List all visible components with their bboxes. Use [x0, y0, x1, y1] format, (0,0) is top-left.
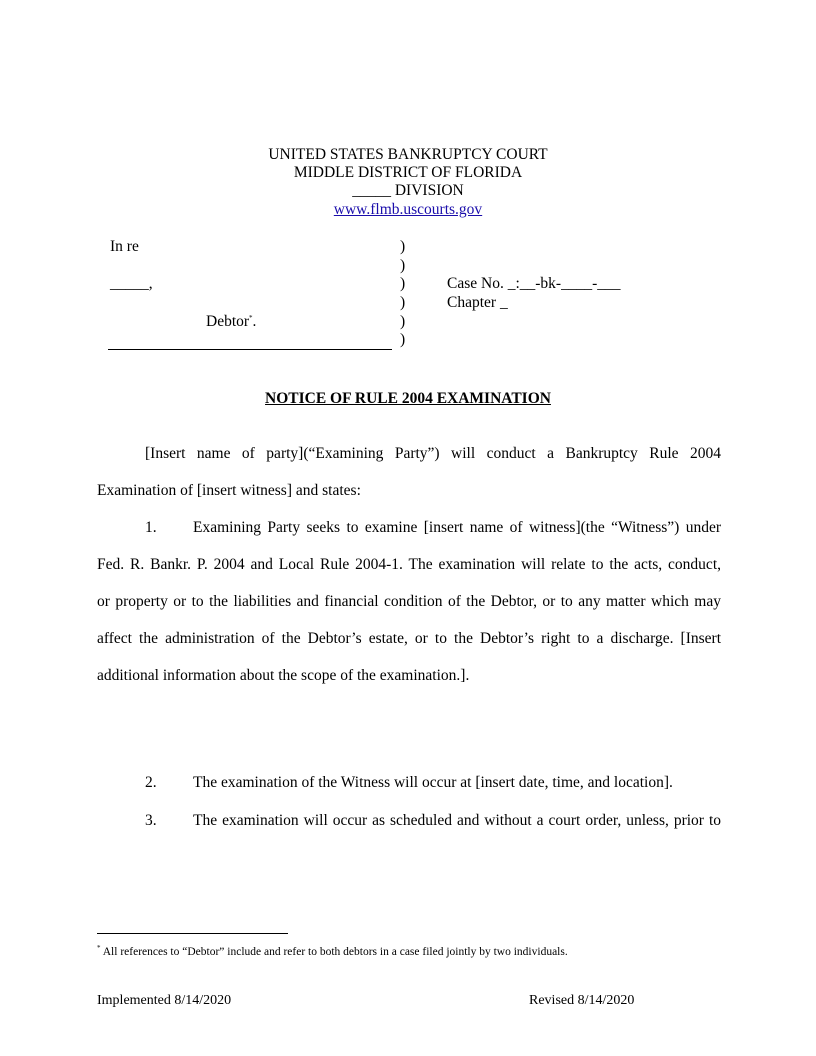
- item-line: The examination will occur as scheduled and without a court order, unless, prior to: [193, 812, 721, 829]
- item-line: Fed. R. Bankr. P. 2004 and Local Rule 2004-1. The examination will relate to the acts, conduct,: [97, 556, 721, 573]
- district-name: MIDDLE DISTRICT OF FLORIDA: [293, 164, 523, 181]
- item-number: 3.: [145, 812, 157, 829]
- footnote-marker: *: [97, 944, 101, 953]
- debtor-label-period: .: [252, 313, 257, 330]
- item-line: Examining Party seeks to examine [insert name of witness](the “Witness”) under: [193, 519, 721, 536]
- intro-line: Examination of [insert witness] and states:: [97, 482, 361, 499]
- item-number: 2.: [145, 774, 157, 791]
- in-re-label: In re: [110, 238, 139, 255]
- caption-paren: ): [400, 313, 406, 330]
- footnote-reference: *: [249, 313, 253, 322]
- intro-line: [Insert name of party](“Examining Party”) will conduct a Bankruptcy Rule 2004: [145, 445, 721, 462]
- item-line: The examination of the Witness will occur at [insert date, time, and location].: [193, 774, 673, 791]
- division-name: _____ DIVISION: [352, 182, 464, 199]
- court-website-link[interactable]: www.flmb.uscourts.gov: [333, 201, 483, 218]
- caption-paren: ): [400, 238, 406, 255]
- case-number: Case No. _:__-bk-____-___: [447, 275, 621, 292]
- item-line: affect the administration of the Debtor’s estate, or to the Debtor’s right to a discharge. [Insert: [97, 630, 721, 647]
- item-line: additional information about the scope of the examination.].: [97, 667, 470, 684]
- caption-paren: ): [400, 294, 406, 311]
- item-number: 1.: [145, 519, 157, 536]
- footnote: [97, 946, 568, 958]
- caption-underline: [108, 349, 392, 350]
- caption-paren: ): [400, 331, 406, 348]
- item-line: or property or to the liabilities and financial condition of the Debtor, or to any matter which may: [97, 593, 721, 610]
- footer-revised: Revised 8/14/2020: [529, 993, 635, 1008]
- debtor-label-text: Debtor: [206, 313, 250, 330]
- court-name: UNITED STATES BANKRUPTCY COURT: [268, 146, 548, 163]
- footnote-separator: [97, 933, 288, 934]
- document-title: NOTICE OF RULE 2004 EXAMINATION: [265, 390, 551, 407]
- court-website-wrapper: [0, 201, 816, 220]
- caption-paren: ): [400, 257, 406, 274]
- debtor-name-blank: _____,: [110, 275, 153, 292]
- chapter-number: Chapter _: [447, 294, 508, 311]
- debtor-label: [206, 313, 256, 331]
- footer-implemented: Implemented 8/14/2020: [97, 993, 232, 1008]
- caption-paren: ): [400, 275, 406, 292]
- footnote-text: All references to “Debtor” include and refer to both debtors in a case filed jointly by two individuals.: [102, 946, 568, 958]
